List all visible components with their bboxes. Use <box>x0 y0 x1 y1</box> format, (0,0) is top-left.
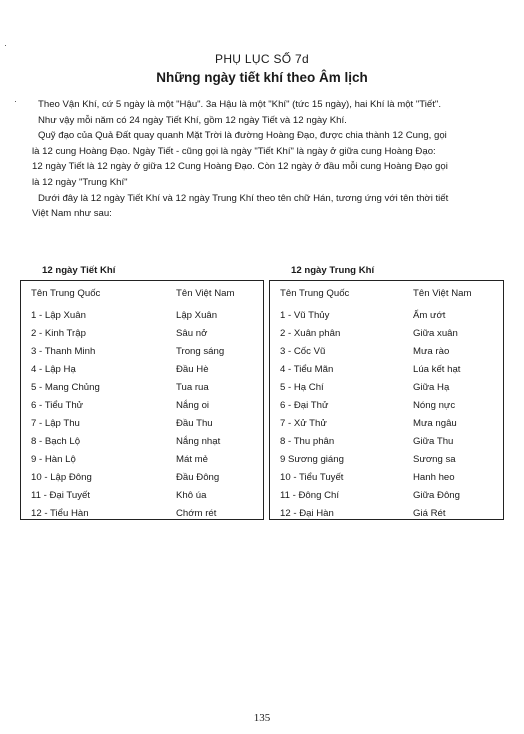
chinese-name-cell: 9 Sương giáng <box>280 454 344 465</box>
vietnamese-name-cell: Khô úa <box>176 490 207 501</box>
vietnamese-name-cell: Lập Xuân <box>176 310 218 321</box>
vietnamese-name-cell: Nóng nực <box>413 400 456 411</box>
paragraph-line: là 12 ngày "Trung Khí" <box>32 176 128 188</box>
paragraph-line: Việt Nam như sau: <box>32 208 112 220</box>
table-row <box>270 379 503 397</box>
vietnamese-name-cell: Đầu Hè <box>176 364 209 375</box>
page-number: 135 <box>253 712 271 724</box>
vietnamese-name-cell: Trong sáng <box>176 346 225 357</box>
table-row <box>270 415 503 433</box>
table-row <box>270 433 503 451</box>
chinese-name-cell: 7 - Xử Thử <box>280 418 327 429</box>
vietnamese-name-cell: Hanh heo <box>413 472 455 483</box>
vietnamese-name-cell: Lúa kết hạt <box>413 364 461 375</box>
chinese-name-cell: 12 - Đại Hàn <box>280 508 334 519</box>
table-row <box>21 343 263 361</box>
paragraph-line: là 12 cung Hoàng Đạo. Ngày Tiết - cũng gọi là ngày "Tiết Khí" là ngày ở giữa cung Hoàng Đạo: <box>32 145 436 157</box>
vietnamese-name-cell: Ẩm ướt <box>413 310 446 321</box>
column-header-chinese-name: Tên Trung Quốc <box>280 288 350 299</box>
chinese-name-cell: 3 - Thanh Minh <box>31 346 96 357</box>
scan-mark: · <box>4 40 7 50</box>
table-row <box>270 397 503 415</box>
vietnamese-name-cell: Giữa Đông <box>413 490 460 501</box>
chinese-name-cell: 7 - Lập Thu <box>31 418 80 429</box>
vietnamese-name-cell: Mát mẻ <box>176 454 208 465</box>
chinese-name-cell: 8 - Thu phân <box>280 436 335 447</box>
chinese-name-cell: 8 - Bạch Lộ <box>31 436 81 447</box>
vietnamese-name-cell: Sương sa <box>413 454 456 465</box>
scan-mark: · <box>14 96 17 106</box>
trung-khi-heading: 12 ngày Trung Khí <box>291 265 375 276</box>
vietnamese-name-cell: Giữa xuân <box>413 328 458 339</box>
table-row <box>21 397 263 415</box>
table-row <box>21 379 263 397</box>
table-row <box>21 361 263 379</box>
table-row <box>270 361 503 379</box>
chinese-name-cell: 4 - Lập Hạ <box>31 364 76 375</box>
chinese-name-cell: 10 - Tiểu Tuyết <box>280 472 344 483</box>
table-row <box>21 307 263 325</box>
chinese-name-cell: 11 - Đông Chí <box>280 490 340 501</box>
paragraph-line: Quỹ đạo của Quả Đất quay quanh Mặt Trời là đường Hoàng Đạo, được chia thành 12 Cung, gọi <box>38 130 447 142</box>
table-row <box>270 343 503 361</box>
table-row <box>21 487 263 505</box>
column-header-chinese-name: Tên Trung Quốc <box>31 288 101 299</box>
intro-text <box>32 97 502 222</box>
chinese-name-cell: 2 - Kinh Trập <box>31 328 86 339</box>
vietnamese-name-cell: Đầu Thu <box>176 418 213 429</box>
table-row <box>270 505 503 523</box>
chinese-name-cell: 11 - Đại Tuyết <box>31 490 91 501</box>
paragraph-line: 12 ngày Tiết là 12 ngày ở giữa 12 Cung Hoàng Đạo. Còn 12 ngày ở đầu mỗi cung Hoàng Đạo gọi <box>32 161 448 173</box>
table-row <box>270 451 503 469</box>
table-row <box>270 307 503 325</box>
tiet-khi-heading: 12 ngày Tiết Khí <box>42 265 116 276</box>
chinese-name-cell: 1 - Vũ Thủy <box>280 310 330 321</box>
chinese-name-cell: 6 - Tiểu Thử <box>31 400 84 411</box>
chinese-name-cell: 5 - Mang Chủng <box>31 382 100 393</box>
chinese-name-cell: 12 - Tiểu Hàn <box>31 508 89 519</box>
chinese-name-cell: 1 - Lập Xuân <box>31 310 86 321</box>
table-row <box>21 469 263 487</box>
table-row <box>21 433 263 451</box>
chinese-name-cell: 9 - Hàn Lộ <box>31 454 76 465</box>
vietnamese-name-cell: Đầu Đông <box>176 472 220 483</box>
chinese-name-cell: 5 - Hạ Chí <box>280 382 324 393</box>
vietnamese-name-cell: Chớm rét <box>176 508 217 519</box>
chinese-name-cell: 3 - Cốc Vũ <box>280 346 326 357</box>
chinese-name-cell: 6 - Đại Thử <box>280 400 329 411</box>
trung-khi-table <box>269 280 504 520</box>
table-row <box>21 451 263 469</box>
paragraph-line: Dưới đây là 12 ngày Tiết Khí và 12 ngày Trung Khí theo tên chữ Hán, tương ứng với tên thời tiết <box>38 192 449 204</box>
appendix-label: PHỤ LỤC SỐ 7d <box>215 52 309 66</box>
tables-area <box>20 280 504 520</box>
vietnamese-name-cell: Giá Rét <box>413 508 446 519</box>
table-header <box>270 281 503 307</box>
vietnamese-name-cell: Giữa Hạ <box>413 382 450 393</box>
vietnamese-name-cell: Tua rua <box>176 382 209 393</box>
tiet-khi-table <box>20 280 264 520</box>
vietnamese-name-cell: Nắng nhạt <box>176 436 221 447</box>
chinese-name-cell: 10 - Lập Đông <box>31 472 92 483</box>
vietnamese-name-cell: Giữa Thu <box>413 436 454 447</box>
column-header-vietnamese-name: Tên Việt Nam <box>176 288 235 299</box>
table-row <box>270 487 503 505</box>
vietnamese-name-cell: Nắng oi <box>176 400 210 411</box>
vietnamese-name-cell: Mưa rào <box>413 346 450 357</box>
chinese-name-cell: 4 - Tiểu Mãn <box>280 364 334 375</box>
vietnamese-name-cell: Sâu nở <box>176 328 208 339</box>
paragraph-line: Theo Vận Khí, cứ 5 ngày là một "Hậu". 3a Hậu là một "Khí" (tức 15 ngày), hai Khí là một "Tiết". <box>38 99 442 110</box>
chinese-name-cell: 2 - Xuân phân <box>280 328 341 339</box>
paragraph-line: Như vậy mỗi năm có 24 ngày Tiết Khí, gồm 12 ngày Tiết và 12 ngày Khí. <box>38 114 347 126</box>
table-row <box>270 325 503 343</box>
page-title: Những ngày tiết khí theo Âm lịch <box>156 70 368 85</box>
table-row <box>270 469 503 487</box>
table-header <box>21 281 263 307</box>
table-row <box>21 415 263 433</box>
table-row <box>21 505 263 523</box>
column-header-vietnamese-name: Tên Việt Nam <box>413 288 472 299</box>
vietnamese-name-cell: Mưa ngâu <box>413 418 457 429</box>
table-row <box>21 325 263 343</box>
